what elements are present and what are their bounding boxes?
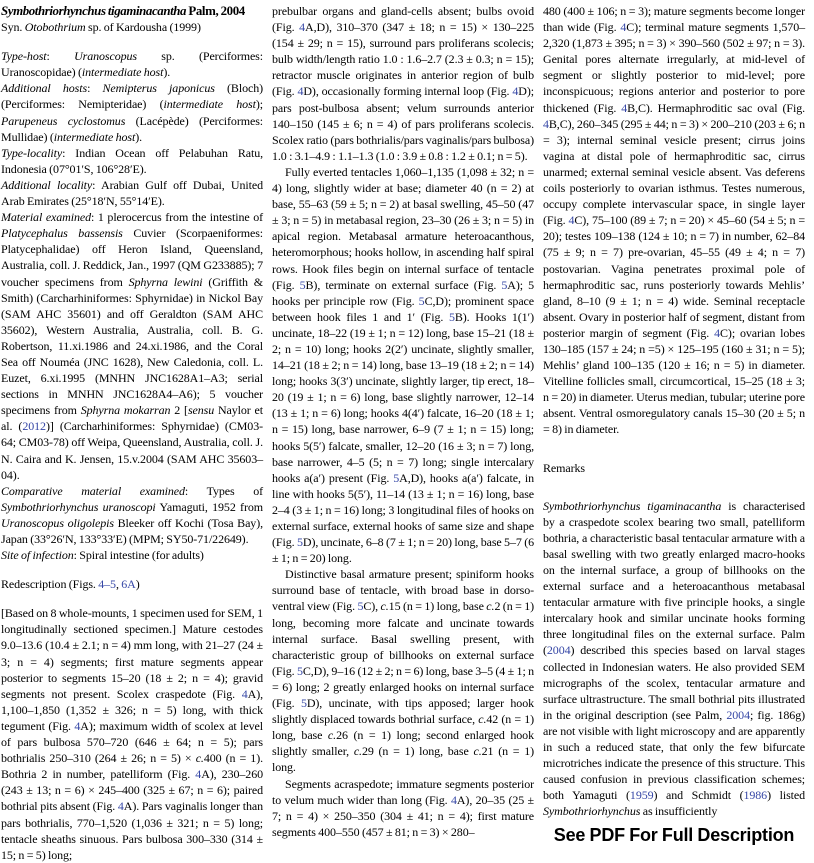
additional-locality-paragraph: Additional locality: Arabian Gulf off Dubai, United Arab Emirates (25°18′N, 55°14′E). [1, 177, 263, 209]
styled-text: c. [353, 744, 362, 759]
citation-link[interactable]: 2012 [22, 419, 46, 434]
figure-ref-link[interactable]: 4 [714, 325, 721, 340]
redescription-paragraph-segments: Segments acraspedote; immature segments posterior to velum much wider than long (Fig. 4A), 20–35 (25 ± 7; n = 4) × 250–350 (304 ± 41; n = 4); first mature segments 400–550 (457 ± 81; n = 3) × 280– [272, 776, 534, 839]
styled-text: intermediate host [163, 97, 256, 112]
article-title [1, 3, 263, 19]
figure-ref-link[interactable]: 4–5 [98, 577, 116, 592]
styled-text: intermediate host [81, 65, 164, 80]
styled-text: Symbothriorhynchus tigaminacantha [543, 498, 722, 513]
styled-text: Uranoscopus [74, 49, 137, 64]
remarks-heading: Remarks [543, 460, 585, 475]
figure-ref-link[interactable]: 5 [448, 309, 455, 324]
citation-link[interactable]: 2004 [546, 643, 571, 658]
citation-link[interactable]: 1986 [743, 788, 768, 803]
figure-ref-link[interactable]: 5 [501, 277, 508, 292]
comparative-material-paragraph: Comparative material examined: Types of Symbothriorhynchus uranoscopi Yamaguti, 1952 from Uranoscopus oligolepis Bleeker off Kochi (Tosa Bay), Japan (33°26′N, 133°33′E) (MPM; SY50-71/22649). [1, 483, 264, 546]
remarks-paragraph: Symbothriorhynchus tigaminacantha is characterised by a craspedote scolex bearing two small, patelliform bothria, a characteristic basal tentacular armature with a basal swelling with two greatly enlarged macro-hooks on the internal surface, a group of billhooks on the external surface and a heteroacanthous metabasal tentacular armature with five principle hooks, a single intercalary hook and similar uncinate hooks forming three longitudinal files on the external surface. Palm (2004) described this species based on larval stages collected in Indonesian waters. He also provided SEM micrographs of the scolex, tentacular armature and surface ultrastructure. The small bothrial pits illustrated in the original description (see Palm, 2004; fig. 186g) are not visible with light microscopy and are apparently in such a reduced state, that only the few bifurcate microtriches indicate the presence of this structure. This caused confusion in previous classification schemes; both Yamaguti (1959) and Schmidt (1986) listed Symbothriorhynchus as insufficiently [543, 498, 806, 819]
styled-text: sensu [187, 403, 215, 418]
column-right [543, 3, 805, 863]
spacer [543, 476, 805, 498]
see-pdf-note: See PDF For Full Description [553, 824, 795, 845]
figure-ref-link[interactable]: 4 [297, 84, 304, 99]
redescription-paragraph-genitalia: 480 (400 ± 106; n = 3); mature segments become longer than wide (Fig. 4C); terminal mature segments 1,570–2,320 (1,873 ± 395; n = 3) × 390–560 (502 ± 97; n = 3). Genital pores alternate irregularly, at mid-level of segment or slightly posterior to mid-level; pore inconspicuous; regions anterior and posterior to pore thickened (Fig. 4B,C). Hermaphroditic sac oval (Fig. 4B,C), 260–345 (295 ± 44; n = 3) × 200–210 (203 ± 6; n = 3); internal seminal vesicle present; cirrus joins vagina at distal pole of hermaphroditic sac, cirrus unarmed; external seminal vesicle absent. Vas deferens coils posteriorly to ovarian isthmus. Testes numerous, occupy complete intervascular space, in single layer (Fig. 4C), 75–100 (89 ± 7; n = 20) × 45–60 (54 ± 5; n = 20); testes 109–138 (124 ± 10; n = 7) in number, 62–84 (75 ± 9; n = 7) pre-ovarian, 45–55 (49 ± 4; n = 7) postovarian. Vagina penetrates proximal pole of hermaphroditic sac, runs posteriorly towards Mehlis’ gland, 8–10 (9 ± 1; n = 4) wide. Seminal receptacle absent. Ovary in posterior half of segment, distant from posterior margin of segment (Fig. 4C); ovarian lobes 130–185 (157 ± 24; n =5) × 125–195 (160 ± 31; n = 5); Mehlis’ gland 100–135 (120 ± 16; n = 5) in diameter. Vitelline follicles small, circumcortical, 15–25 (18 ± 3; n = 20) in diameter. Uterus median, tubular; uterine pore absent. Ventral osmoregulatory canals 15–30 (20 ± 5; n = 8) in diameter. [543, 4, 806, 437]
figure-ref-link[interactable]: 4 [450, 792, 457, 807]
figure-ref-link[interactable]: 4 [299, 20, 306, 35]
figure-ref-link[interactable]: 6A [121, 577, 136, 592]
redescription-paragraph-bulbs: prebulbar organs and gland-cells absent; bulbs ovoid (Fig. 4A,D), 310–370 (347 ± 18; n = 15) × 130–225 (154 ± 29; n = 15), surround pars proliferans scolecis; bulb width/length ratio 1.0 : 1.6–2.7 (2.3 ± 0.3; n = 15); retractor muscle originates in anterior region of bulb (Fig. 4D), occasionally forming internal loop (Fig. 4D); pars post-bulbosa absent; velum surrounds anterior 140–150 (145 ± 6; n = 4) of pars proliferans scolecis. Scolex ratio (pars bothrialis/pars vaginalis/pars bulbosa) 1.0 : 3.1–4.9 : 1.1–1.3 (1.0 : 3.9 ± 0.8 : 1.2 ± 0.1; n = 5). [272, 4, 535, 163]
styled-text: Type-host [1, 49, 47, 64]
styled-text: Nemipterus japonicus [102, 81, 215, 96]
citation-link[interactable]: 1959 [629, 788, 654, 803]
styled-text: Sphyrna mokarran [80, 403, 171, 418]
styled-text: Platycephalus bassensis [1, 226, 123, 241]
styled-text: Type-locality [1, 145, 63, 160]
figure-ref-link[interactable]: 5 [299, 277, 306, 292]
figure-ref-link[interactable]: 5 [296, 535, 303, 550]
styled-text: c. [380, 599, 389, 614]
figure-ref-link[interactable]: 4 [568, 213, 575, 228]
column-middle [272, 3, 534, 863]
spacer [1, 592, 263, 605]
figure-ref-link[interactable]: 4 [241, 686, 248, 701]
figure-ref-link[interactable]: 4 [512, 84, 519, 99]
figure-ref-link[interactable]: 4 [621, 100, 628, 115]
styled-text: c. [473, 744, 482, 759]
styled-text: Sphyrna lewini [128, 274, 203, 289]
figure-ref-link[interactable]: 5 [296, 663, 303, 678]
spacer [543, 438, 805, 460]
styled-text: Symbothriorhynchus [543, 804, 641, 819]
styled-text: Symbothriorhynchus uranoscopi [1, 499, 156, 514]
redescription-paragraph-tentacles: Fully everted tentacles 1,060–1,135 (1,098 ± 32; n = 4) long, slightly wider at base; diameter 40 (n = 2) at base, 55–63 (59 ± 5; n = 2) at basal swelling, 45–50 (47 ± 3; n = 5) in metabasal region, 23–30 (26 ± 3; n = 5) in apical region. Metabasal armature heteroacanthous, heteromorphous; hooks hollow, in ascending half spiral rows. Hook files begin on internal surface of tentacle (Fig. 5B), terminate on external surface (Fig. 5A); 5 hooks per principle row (Fig. 5C,D); prominent space between hook files 1 and 1′ (Fig. 5B). Hooks 1(1′) uncinate, 18–22 (19 ± 1; n = 12) long, base 15–21 (18 ± 2; n = 10) long; hooks 2(2′) uncinate, slightly smaller, 14–21 (18 ± 2; n = 14) long, base 13–19 (18 ± 2; n = 14) long; hooks 3(3′) uncinate, slightly larger, tip erect, 18–20 (19 ± 1; n = 6) long, base slightly narrower, 12–14 (13 ± 1; n = 6) long; hooks 4(4′) falcate, 16–20 (18 ± 1; n = 15) long, base narrower, 6–9 (7 ± 1; n = 15) long; hooks 5(5′) falcate, smaller, 12–20 (16 ± 3; n = 7) long, base narrower, 4–5 (5; n = 7) long; single intercalary hooks a(a′) present (Fig. 5A,D), hooks a(a′) falcate, in line with hooks 5(5′), 11–14 (13 ± 1; n = 16) long, base 2–4 (3 ± 1; n = 16) long; 3 longitudinal files of hooks on external surface, external hooks of same size and shape (Fig. 5D), uncinate, 6–8 (7 ± 1; n = 20) long, base 5–7 (6 ± 1; n = 20) long. [272, 164, 535, 566]
material-examined-paragraph: Material examined: 1 plerocercus from the intestine of Platycephalus bassensis Cuvier (Scorpaeniformes: Platycephalidae) off Heron Island, Queensland, Australia, coll. J. Reddick, Jan., 1997 (QM G233885); 7 voucher specimens from Sphyrna lewini (Griffith & Smith) (Carcharhiniformes: Sphyrnidae) in Nickol Bay (SAM AHC 35601) and off Geraldton (SAM AHC 35602), Western Australia, Australia, coll. B. G. Robertson, 11.xi.1986 and 24.xi.1986, and the Coral Sea off Nouméa (JNC 1628), New Caledonia, coll. L. Euzet, 6.xi.1995 (MNHN JNC1628A1–A3; serial sections in MNHN JNC1628A4–A6); 5 voucher specimens from Sphyrna mokarran 2 [sensu Naylor et al. (2012)] (Carcharhiniformes: Sphyrnidae) (CM03-64; CM03-78) off Weipa, Queensland, Australia, coll. J. N. Caira and K. Jensen, 15.v.2004 (SAM AHC 35603–04). [1, 210, 263, 482]
styled-text: Parupeneus cyclostomus [1, 113, 126, 128]
type-locality-paragraph: Type-locality: Indian Ocean off Pelabuhan Ratu, Indonesia (07°01′S, 106°28′E). [1, 145, 263, 176]
figure-ref-link[interactable]: 5 [393, 470, 400, 485]
styled-text: Symbothriorhynchus tigaminacantha [1, 4, 187, 18]
styled-text: Site of infection [1, 548, 74, 563]
figure-ref-link[interactable]: 4 [543, 116, 549, 131]
styled-text: Otobothrium [24, 20, 86, 35]
site-of-infection-paragraph: Site of infection: Spiral intestine (for adults) [1, 548, 204, 563]
styled-text: Comparative material examined [1, 483, 185, 498]
styled-text: c. [327, 728, 337, 743]
spacer [1, 35, 263, 48]
redescription-heading: Redescription (Figs. 4–5, 6A) [1, 577, 140, 592]
styled-text: c. [478, 712, 487, 727]
figure-ref-link[interactable]: 5 [357, 599, 364, 614]
styled-text: Additional locality [1, 177, 93, 192]
figure-ref-link[interactable]: 4 [195, 767, 202, 782]
citation-link[interactable]: 2004 [726, 707, 750, 722]
styled-text: Uranoscopus oligolepis [1, 515, 114, 530]
redescription-paragraph-basal-armature: Distinctive basal armature present; spiniform hooks surround base of tentacle, with broad base in dorso-ventral view (Fig. 5C), c.15 (n = 1) long, base c.2 (n = 1) long, becoming more falcate and uncinate towards internal surface. Basal swelling present, with characteristic group of billhooks on external surface (Fig. 5C,D), 9–16 (12 ± 2; n = 6) long, base 3–5 (4 ± 1; n = 6) long; 2 greatly enlarged hooks on internal surface (Fig. 5D), uncinate, with tips apposed; larger hook slightly displaced towards bothrial surface, c.42 (n = 1) long, base c.26 (n = 1) long; second enlarged hook slightly smaller, c.29 (n = 1) long, base c.21 (n = 1) long. [272, 567, 535, 775]
spacer [1, 563, 263, 576]
column-left [1, 3, 263, 863]
figure-ref-link[interactable]: 4 [117, 799, 124, 814]
figure-ref-link[interactable]: 5 [418, 293, 425, 308]
styled-text: Material examined [1, 210, 92, 225]
redescription-paragraph-scolex: [Based on 8 whole-mounts, 1 specimen used for SEM, 1 longitudinally sectioned specimen.] Mature cestodes 9.0–13.6 (10.4 ± 2.1; n = 4) mm long, with 21–27 (24 ± 3; n = 4) segments; first mature segments appear posterior to segments 15–20 (18 ± 2; n = 4); gravid segments not present. Scolex craspedote (Fig. 4A), 1,100–1,850 (1,352 ± 326; n = 5) long, with thick tegument (Fig. 4A); maximum width of scolex at level of pars bulbosa 570–720 (646 ± 64; n = 5); pars bothrialis 250–310 (264 ± 26; n = 5) × c.400 (n = 1). Bothria 2 in number, patelliform (Fig. 4A), 230–260 (243 ± 13; n = 6) × 245–400 (325 ± 67; n = 6); paired bothrial pits absent (Fig. 4A). Pars vaginalis longer than pars bothrialis, 770–1,520 (1,036 ± 321; n = 5) long; tentacle sheaths sinuous. Pars bulbosa 300–330 (314 ± 15; n = 5) long; [1, 606, 263, 862]
type-host-paragraph: Type-host: Uranoscopus sp. (Perciformes: Uranoscopidae) (intermediate host). [1, 49, 263, 80]
styled-text: intermediate host [53, 129, 136, 144]
styled-text: c. [486, 599, 495, 614]
styled-text: Additional hosts [1, 81, 88, 96]
figure-ref-link[interactable]: 5 [300, 696, 307, 711]
figure-ref-link[interactable]: 4 [620, 20, 627, 35]
additional-hosts-paragraph: Additional hosts: Nemipterus japonicus (Bloch) (Perciformes: Nemipteridae) (intermediate host); Parupeneus cyclostomus (Lacépède) (Perciformes: Mullidae) (intermediate host). [1, 81, 263, 144]
figure-ref-link[interactable]: 4 [74, 718, 81, 733]
styled-text: c. [195, 751, 204, 766]
synonymy-line: Syn. Otobothrium sp. of Kardousha (1999) [1, 20, 201, 35]
styled-text: Palm, 2004 [186, 4, 245, 18]
